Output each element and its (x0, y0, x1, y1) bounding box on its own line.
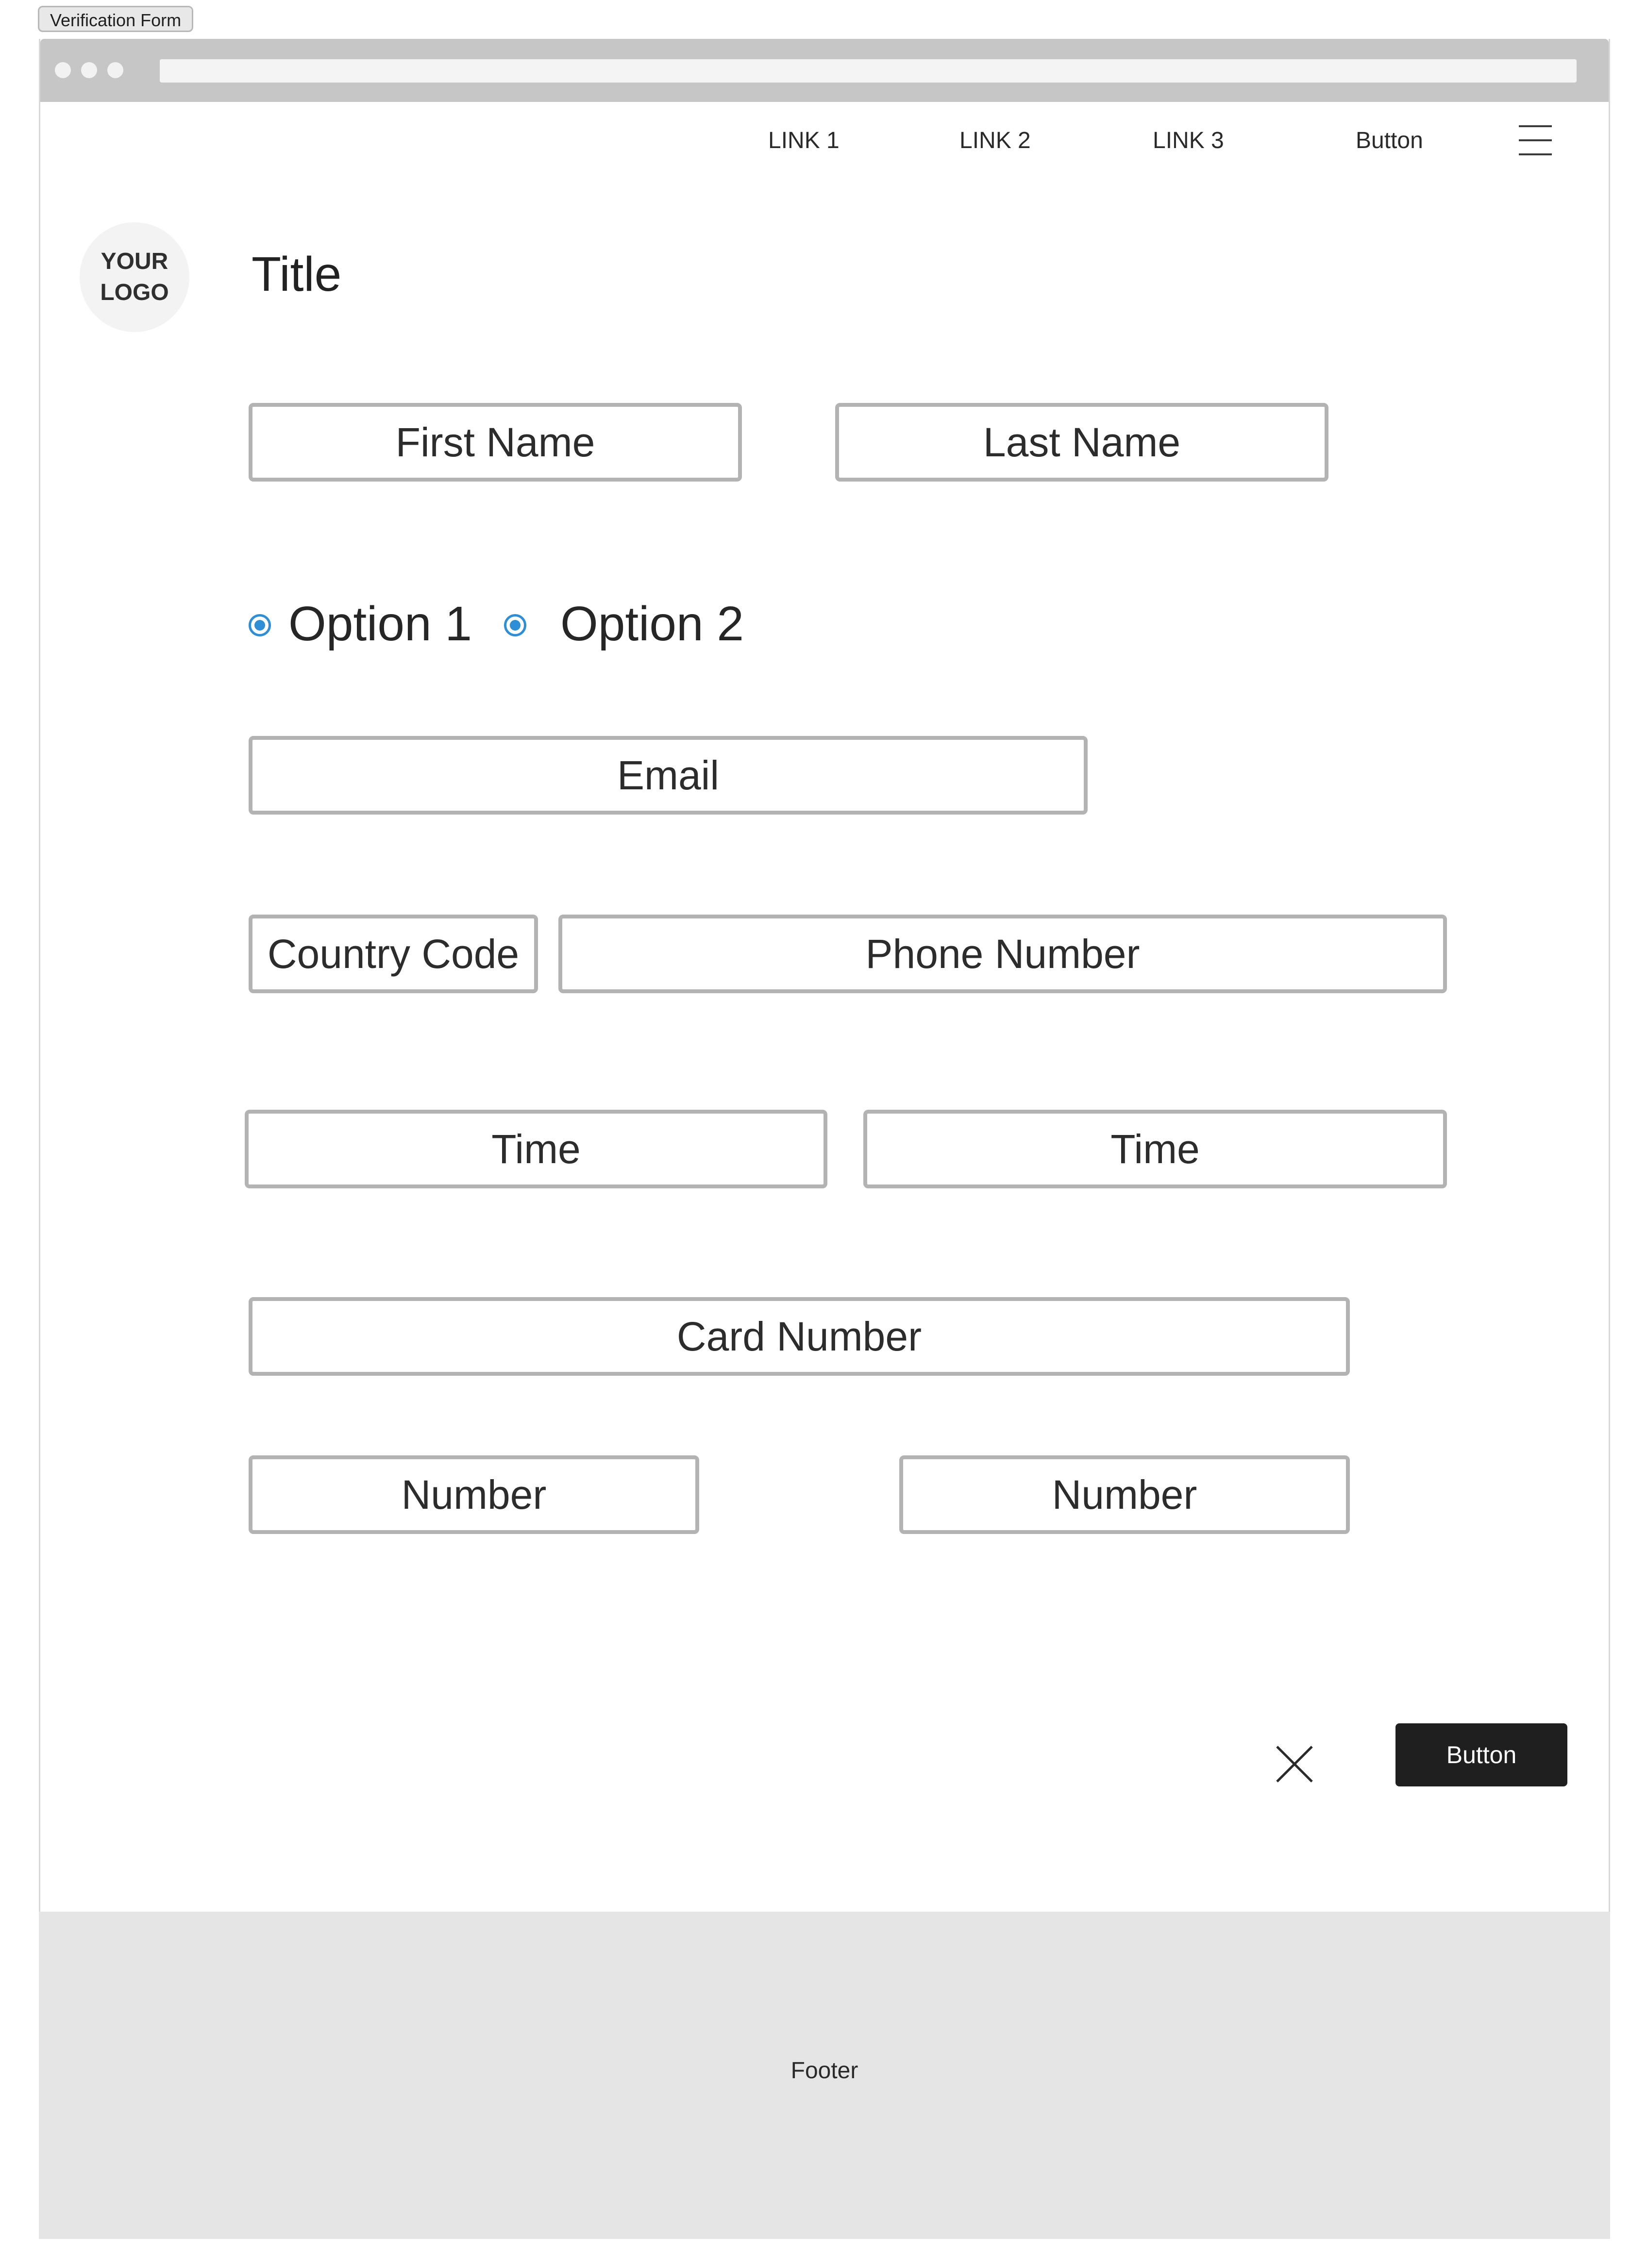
browser-chrome (40, 39, 1609, 102)
last-name-field[interactable]: Last Name (835, 403, 1328, 482)
nav-link-1[interactable]: LINK 1 (768, 128, 840, 153)
country-code-field[interactable]: Country Code (249, 915, 538, 993)
number-field-1[interactable]: Number (249, 1455, 699, 1534)
address-bar[interactable] (160, 59, 1577, 83)
window-tab-label: Verification Form (38, 6, 193, 32)
submit-button[interactable]: Button (1395, 1723, 1567, 1786)
footer-text: Footer (790, 2058, 858, 2084)
first-name-field[interactable]: First Name (249, 403, 742, 482)
option-1-radio[interactable] (249, 614, 271, 636)
logo: YOUR LOGO (80, 222, 189, 332)
time-end-field[interactable]: Time (863, 1110, 1447, 1188)
nav-link-3[interactable]: LINK 3 (1153, 128, 1224, 153)
time-start-field[interactable]: Time (245, 1110, 827, 1188)
nav-button[interactable]: Button (1356, 128, 1423, 153)
hamburger-menu-icon[interactable] (1519, 125, 1552, 155)
footer (39, 1912, 1610, 2239)
window-dot-icon (81, 62, 97, 78)
option-2-radio[interactable] (504, 614, 526, 636)
option-1-label[interactable]: Option 1 (288, 597, 472, 651)
email-field[interactable]: Email (249, 736, 1088, 815)
page-title: Title (252, 247, 342, 301)
number-field-2[interactable]: Number (899, 1455, 1350, 1534)
phone-number-field[interactable]: Phone Number (558, 915, 1447, 993)
nav-link-2[interactable]: LINK 2 (959, 128, 1031, 153)
option-2-label[interactable]: Option 2 (560, 597, 744, 651)
window-dot-icon (107, 62, 123, 78)
close-icon[interactable] (1275, 1745, 1314, 1784)
card-number-field[interactable]: Card Number (249, 1297, 1350, 1376)
window-dot-icon (55, 62, 71, 78)
